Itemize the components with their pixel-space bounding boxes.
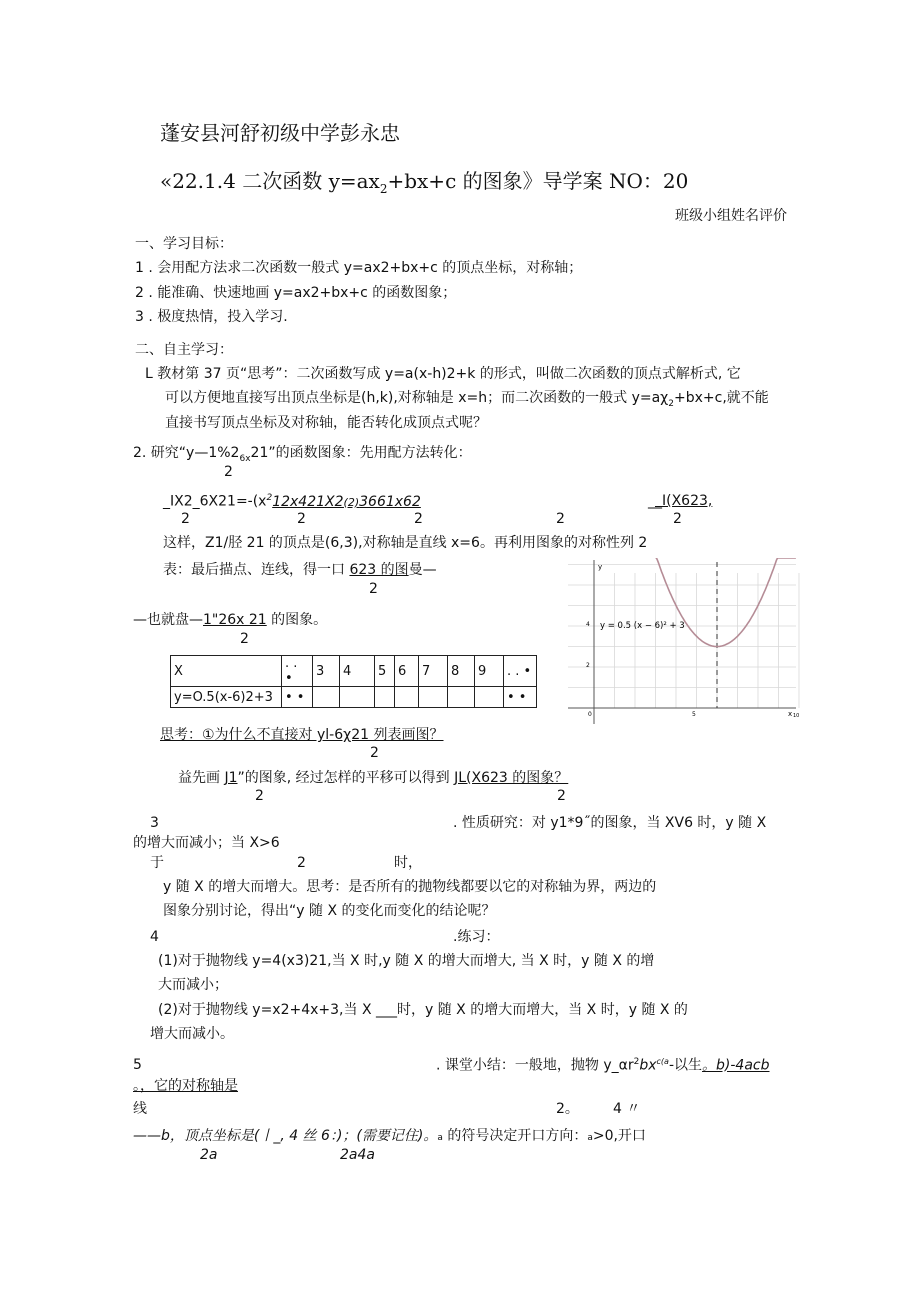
table-cell: 3 bbox=[313, 656, 340, 687]
p2-line1 bbox=[133, 445, 472, 465]
p2-line3: 这样，Z1/胫 21 的顶点是(6,3),对称轴是直线 x=6。再利用图象的对称性列 2 bbox=[163, 535, 648, 551]
table-row bbox=[171, 656, 537, 687]
sec3-line2: 的增大而减小；当 X>6 bbox=[133, 835, 280, 851]
sec4-l2: 大而减小； bbox=[158, 977, 228, 993]
p2-line5a: —也就盘— bbox=[133, 612, 203, 628]
formula-right: __I(X623, bbox=[648, 493, 713, 509]
p2-line4a: 表：最后描点、连线，得一口 bbox=[163, 562, 350, 578]
equation-label: y = 0.5 (x − 6)² + 3 bbox=[600, 621, 685, 631]
x-tick-label: 5 bbox=[692, 711, 696, 718]
sec5-line4-end2: >0,开口 bbox=[592, 1128, 646, 1144]
table-cell bbox=[313, 687, 340, 708]
x-tick-end-label: 10 bbox=[793, 713, 800, 719]
sec3-line5: 图象分别讨论，得出“y 随 X 的变化而变化的结论呢？ bbox=[163, 903, 496, 919]
sec5-line3b: 2。 bbox=[556, 1101, 579, 1117]
table-cell bbox=[375, 687, 395, 708]
table-cell: y=O.5(x-6)2+3 bbox=[171, 687, 282, 708]
p2-den4: 2 bbox=[369, 581, 378, 597]
sec5-line3c: 4 〃 bbox=[613, 1101, 641, 1117]
think-2-ul2: JL(X623 的图象？ bbox=[454, 770, 569, 786]
table-cell: . . • bbox=[504, 656, 537, 687]
table-row bbox=[171, 687, 537, 708]
formula-den-1: 2 bbox=[181, 511, 190, 527]
sec5-right-d: -以生 bbox=[668, 1057, 703, 1074]
goal-num: 2 bbox=[135, 285, 144, 301]
table-cell bbox=[448, 687, 475, 708]
sec5-right-b: bx bbox=[639, 1057, 657, 1074]
goal-item-1 bbox=[135, 260, 582, 277]
formula-den-2: 2 bbox=[297, 511, 306, 527]
parabola-curve bbox=[656, 558, 796, 647]
title-suffix: +bx+c 的图象》导学案 NO：20 bbox=[387, 169, 689, 193]
sec5-line2: 。，它的对称轴是 bbox=[133, 1078, 238, 1094]
sec3-right: . 性质研究：对 y1*9˝的图象，当 XV6 时，y 随 X bbox=[453, 815, 767, 831]
goal-text: . 能准确、快速地画 y=ax2+bx+c 的函数图象； bbox=[148, 285, 457, 301]
p1-line2-main: 可以方便地直接写出顶点坐标是(h,k),对称轴是 x=h；而二次函数的一般式 y=aχ bbox=[165, 390, 669, 406]
table-cell bbox=[395, 687, 419, 708]
sec5-line4-small: a bbox=[437, 1133, 443, 1143]
table-cell: . . • bbox=[282, 656, 313, 687]
goals-heading: 一、学习目标： bbox=[135, 236, 233, 252]
think-2-ul1: J1 bbox=[224, 770, 238, 786]
p2-line1b: 21”的函数图象：先用配方法转化： bbox=[250, 445, 472, 461]
sec5-line5a: 2a bbox=[200, 1147, 218, 1163]
think-2-den1: 2 bbox=[255, 788, 264, 804]
self-study-heading: 二、自主学习： bbox=[135, 342, 233, 358]
table-cell: • • bbox=[282, 687, 313, 708]
formula-den-4: 2 bbox=[556, 511, 565, 527]
formula-left bbox=[163, 493, 421, 510]
goal-item-3 bbox=[135, 309, 288, 326]
think-2b: ”的图象, 经过怎样的平移可以得到 bbox=[237, 770, 455, 786]
formula-right-text: _I(X623, bbox=[655, 493, 713, 509]
sec5-right-a: . 课堂小结：一般地，抛物 y_αr bbox=[436, 1057, 634, 1074]
table-cell bbox=[475, 687, 504, 708]
sec4-l3: (2)对于抛物线 y=x2+4x+3,当 X ___时，y 随 X 的增大而增大，当 X 时，y 随 X 的 bbox=[158, 1002, 688, 1018]
page-title bbox=[160, 169, 688, 196]
p2-line1-sub: 6x bbox=[239, 453, 251, 464]
formula-a: _IX2_6X21=-(x bbox=[163, 493, 267, 510]
sec5-line4 bbox=[133, 1128, 646, 1145]
table-cell: 7 bbox=[419, 656, 448, 687]
p2-den1: 2 bbox=[224, 464, 233, 480]
p1-line3: 直接书写顶点坐标及对称轴，能否转化成顶点式呢？ bbox=[165, 415, 487, 431]
sec5-line3a: 线 bbox=[133, 1101, 147, 1117]
sec4-right: .练习： bbox=[453, 929, 500, 945]
table-cell: 8 bbox=[448, 656, 475, 687]
title-subscript: 2 bbox=[379, 182, 388, 196]
sec5-line4-main: ——b，顶点坐标是(丨_, 4 丝 6：)；(需要记住)。 bbox=[133, 1128, 438, 1144]
table-cell: 5 bbox=[375, 656, 395, 687]
goal-item-2 bbox=[135, 285, 456, 302]
x-axis-label: x bbox=[788, 710, 793, 718]
sec5-line4-small2: a bbox=[587, 1133, 593, 1143]
p2-line5b: 的图象。 bbox=[266, 612, 328, 628]
sec5-right-e: 。b)-4acb bbox=[702, 1057, 770, 1074]
sec3-line3b: 2 bbox=[297, 855, 306, 871]
formula-c: 3661x62 bbox=[359, 493, 421, 510]
formula-b-text: 12x421X2 bbox=[272, 493, 344, 510]
y-tick-label: 4 bbox=[586, 621, 590, 628]
table-cell bbox=[419, 687, 448, 708]
author-line: 蓬安县河舒初级中学彭永忠 bbox=[160, 121, 400, 145]
think-1-den: 2 bbox=[370, 745, 379, 761]
value-table bbox=[170, 655, 537, 708]
sec4-l1: (1)对于抛物线 y=4(x3)21,当 X 时,y 随 X 的增大而增大, 当 X 时，y 随 X 的增 bbox=[158, 953, 655, 969]
table-cell: • • bbox=[504, 687, 537, 708]
p1-line2 bbox=[165, 390, 769, 410]
table-cell: 9 bbox=[475, 656, 504, 687]
parabola-graph bbox=[568, 558, 804, 728]
sec5-sup: 2 bbox=[633, 1057, 640, 1067]
p2-line4b: 曼— bbox=[408, 562, 437, 578]
table-cell: 6 bbox=[395, 656, 419, 687]
p2-line5 bbox=[133, 612, 327, 629]
p2-den5: 2 bbox=[240, 631, 249, 647]
sec5-line5b: 2a4a bbox=[340, 1147, 375, 1163]
think-2-den2: 2 bbox=[557, 788, 566, 804]
y-axis-label: y bbox=[598, 563, 603, 571]
goal-text: . 会用配方法求二次函数一般式 y=ax2+bx+c 的顶点坐标，对称轴； bbox=[148, 260, 583, 276]
goal-num: 3 bbox=[135, 309, 144, 325]
formula-sup: 2 bbox=[266, 493, 273, 503]
p2-line4 bbox=[163, 562, 437, 579]
goal-num: 1 bbox=[135, 260, 144, 276]
formula-den-5: 2 bbox=[673, 511, 682, 527]
p1-line1: L 教材第 37 页“思考”：二次函数写成 y=a(x-h)2+k 的形式，叫做二次函数的顶点式解析式, 它 bbox=[145, 366, 741, 382]
sec3-num: 3 bbox=[150, 815, 159, 831]
sec5-right-c: c(a bbox=[656, 1057, 669, 1066]
table-cell bbox=[340, 687, 375, 708]
think-2 bbox=[178, 770, 568, 787]
circled-two: (2) bbox=[343, 495, 360, 509]
p2-line1a: 2. 研究“y—1%2 bbox=[133, 445, 240, 461]
p2-line4-ul: 623 的图 bbox=[349, 562, 409, 578]
title-prefix: «22.1.4 二次函数 y=ax bbox=[160, 169, 380, 193]
sec4-l4: 增大而减小。 bbox=[150, 1026, 234, 1042]
formula-b bbox=[272, 494, 421, 510]
sec3-line3a: 于 bbox=[150, 855, 164, 871]
sec4-num: 4 bbox=[150, 929, 159, 945]
y-tick-label: 2 bbox=[586, 662, 590, 669]
sec3-line4: y 随 X 的增大而增大。思考：是否所有的抛物线都要以它的对称轴为界，两边的 bbox=[163, 879, 657, 895]
think-1: 思考：①为什么不直接对 yl-6χ21 列表画图？ bbox=[160, 727, 444, 743]
p1-line2-end: +bx+c,就不能 bbox=[674, 390, 769, 406]
origin-label: 0 bbox=[588, 711, 592, 718]
sec3-line3c: 时， bbox=[394, 855, 422, 871]
think-2a: 益先画 bbox=[178, 770, 225, 786]
table-cell: X bbox=[171, 656, 282, 687]
p2-line5-ul: 1"26x 21 bbox=[203, 612, 267, 628]
table-cell: 4 bbox=[340, 656, 375, 687]
goal-text: . 极度热情，投入学习. bbox=[148, 309, 288, 325]
formula-den-3: 2 bbox=[414, 511, 423, 527]
eval-line: 班级小组姓名评价 bbox=[675, 208, 787, 224]
sec5-num: 5 bbox=[133, 1057, 142, 1073]
p1-line2-sub: 2 bbox=[668, 398, 675, 409]
graph-grid bbox=[568, 565, 799, 709]
sec5-line4-end: 的符号决定开口方向： bbox=[442, 1128, 588, 1144]
sec5-right bbox=[436, 1057, 770, 1074]
